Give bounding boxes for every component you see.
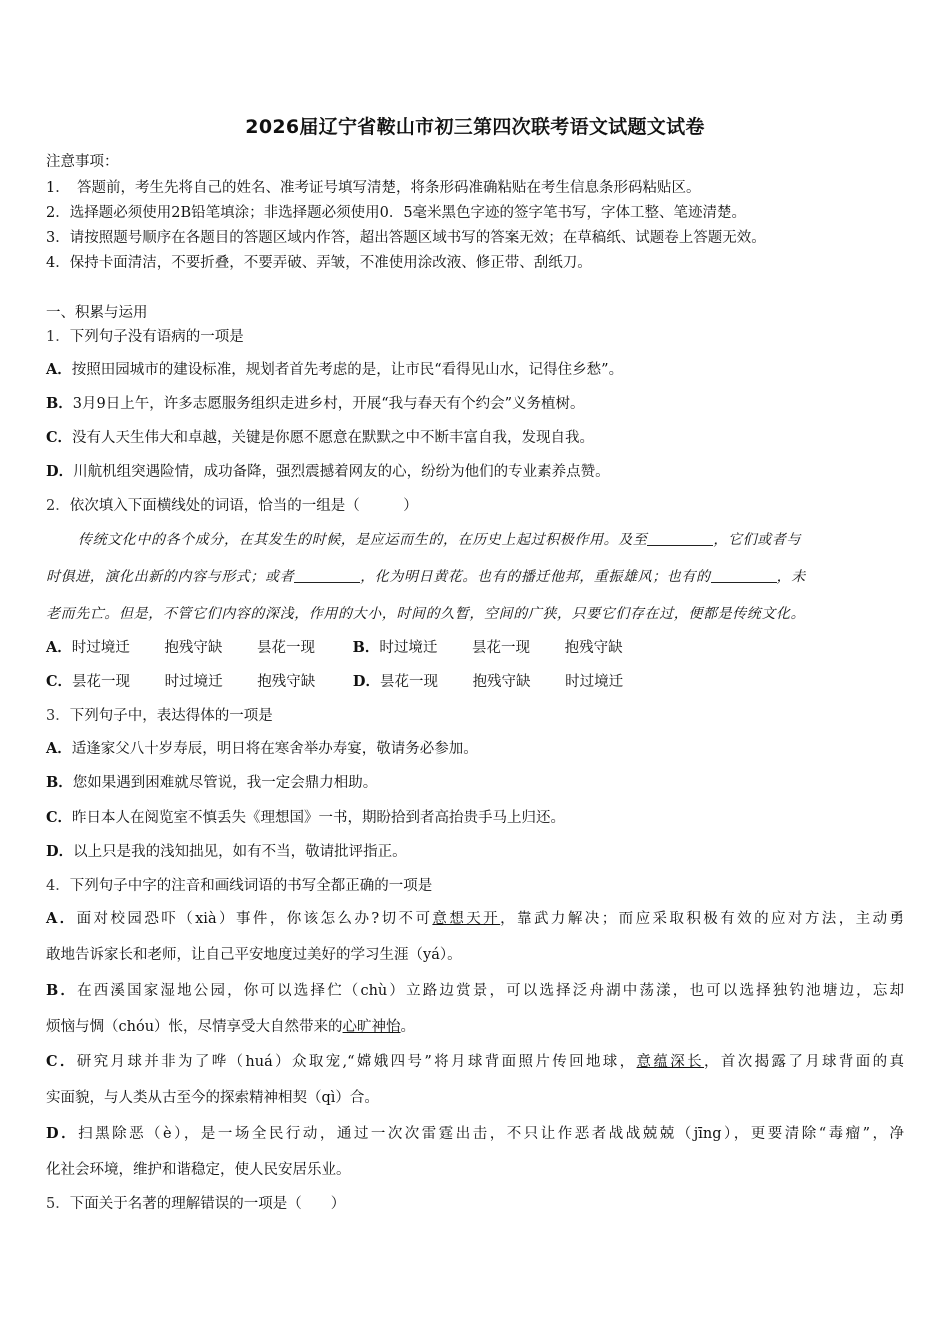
- question-text: 下列句子没有语病的一项是: [69, 329, 244, 345]
- option-label: D．: [46, 463, 74, 480]
- option-text: 在西溪国家湿地公园，你可以选择伫（chù）立路边赏景，可以选择泛舟湖中荡漾，也可以选择独钓池塘边，忘却: [77, 983, 904, 999]
- question-number: 3．: [46, 708, 70, 724]
- option-text: 以上只是我的浅知拙见，如有不当，敬请批评指正。: [73, 844, 407, 860]
- option-label: B．: [46, 395, 73, 412]
- option-label: B．: [46, 774, 73, 791]
- question-4-option-b-cont: [46, 1017, 415, 1037]
- option-text: 扫黑除恶（è），是一场全民行动，通过一次次雷霆出击，不只让作恶者战战兢兢（jīng），更要清除“毒瘤”，净: [78, 1126, 904, 1142]
- option-word: 时过境迁: [565, 674, 624, 690]
- option-word: 昙花一现: [471, 640, 530, 656]
- option-text: 3月9日上午，许多志愿服务组织走进乡村，开展“我与春天有个约会”义务植树。: [72, 396, 585, 412]
- option-word: 时过境迁: [164, 674, 223, 690]
- option-word: 昙花一现: [256, 640, 315, 656]
- option-label: C．: [46, 1053, 77, 1070]
- passage-line: [46, 567, 904, 587]
- question-5-stem: [46, 1194, 345, 1214]
- notice-item: 2．选择题必须使用2B铅笔填涂；非选择题必须使用0．5毫米黑色字迹的签字笔书写，字体工整、笔迹清楚。: [46, 205, 747, 221]
- passage-text: ，化为明日黄花。也有的播迁他邦，重振雄风；也有的: [360, 569, 711, 585]
- option-text: 川航机组突遇险情，成功备降，强烈震撼着网友的心，纷纷为他们的专业素养点赞。: [73, 464, 610, 480]
- question-text: 下列句子中，表达得体的一项是: [69, 708, 273, 724]
- question-4-option-d-cont: 化社会环境，维护和谐稳定，使人民安居乐业。: [46, 1162, 351, 1178]
- question-1-option-d: [46, 462, 610, 482]
- notice-item: 4．保持卡面清洁，不要折叠，不要弄破、弄皱，不准使用涂改液、修正带、刮纸刀。: [46, 255, 592, 271]
- underlined-word: 意蕴深长: [636, 1054, 705, 1070]
- passage-text: 时俱进，演化出新的内容与形式；或者: [46, 569, 295, 585]
- question-3-option-d: [46, 842, 407, 862]
- notice-item: 1． 答题前，考生先将自己的姓名、准考证号填写清楚，将条形码准确粘贴在考生信息条形码粘贴区。: [46, 180, 701, 196]
- question-text: 依次填入下面横线处的词语，恰当的一组是（ ）: [69, 498, 418, 514]
- option-label: B．: [46, 982, 78, 999]
- passage-text: ，它们或者与: [713, 532, 802, 548]
- option-text: 烦恼与惆（chóu）怅，尽情享受大自然带来的: [46, 1019, 343, 1035]
- option-text: ，靠武力解决；而应采取积极有效的应对方法，主动勇: [500, 911, 905, 927]
- option-word: 抱残守缺: [257, 674, 316, 690]
- question-3-option-a: [46, 739, 478, 759]
- underlined-word: 意想天开: [432, 911, 501, 927]
- question-4-option-c: [46, 1052, 904, 1072]
- option-word: 抱残守缺: [164, 640, 223, 656]
- option-word: 昙花一现: [72, 674, 131, 690]
- option-text: 面对校园恐吓（xià）事件，你该怎么办?切不可: [76, 911, 433, 927]
- option-text: 适逢家父八十岁寿辰，明日将在寒舍举办寿宴，敬请务必参加。: [71, 741, 478, 757]
- question-1-stem: [46, 327, 244, 347]
- question-text: 下列句子中字的注音和画线词语的书写全都正确的一项是: [69, 878, 433, 894]
- option-label: B．: [352, 639, 380, 656]
- question-4-option-b: [46, 981, 904, 1001]
- question-4-option-a: [46, 909, 904, 929]
- option-word: 昙花一现: [379, 674, 438, 690]
- option-label: A．: [46, 639, 72, 656]
- question-number: 2．: [46, 498, 70, 514]
- page-title: 2026届辽宁省鞍山市初三第四次联考语文试题文试卷: [245, 116, 705, 138]
- question-3-option-c: [46, 808, 565, 828]
- question-4-option-c-cont: 实面貌，与人类从古至今的探索精神相契（qì）合。: [46, 1090, 379, 1106]
- question-2-options-cd: [46, 672, 623, 692]
- question-number: 4．: [46, 878, 70, 894]
- passage-line: 老而先亡。但是，不管它们内容的深浅，作用的大小，时间的久暂，空间的广狭，只要它们存在过，便都是传统文化。: [46, 606, 806, 622]
- question-4-option-d: [46, 1124, 904, 1144]
- option-text: 按照田园城市的建设标准，规划者首先考虑的是，让市民“看得见山水，记得住乡愁”。: [71, 362, 624, 378]
- question-number: 5．: [46, 1196, 70, 1212]
- passage-text: ，未: [776, 569, 806, 585]
- question-1-option-c: [46, 428, 594, 448]
- question-1-option-a: [46, 360, 623, 380]
- option-word: 时过境迁: [71, 640, 130, 656]
- option-word: 抱残守缺: [472, 674, 531, 690]
- fill-blank: [711, 568, 777, 583]
- passage-text: 传统文化中的各个成分，在其发生的时候，是应运而生的，在历史上起过积极作用。及至: [78, 532, 648, 548]
- option-text: 没有人天生伟大和卓越，关键是你愿不愿意在默默之中不断丰富自我，发现自我。: [72, 430, 595, 446]
- option-label: A．: [46, 361, 72, 378]
- option-text: 。: [400, 1019, 416, 1035]
- question-number: 1．: [46, 329, 70, 345]
- question-3-option-b: [46, 773, 377, 793]
- question-1-option-b: [46, 394, 585, 414]
- option-label: A．: [46, 910, 77, 927]
- option-label: D．: [46, 1125, 79, 1142]
- option-label: D．: [352, 673, 380, 690]
- fill-blank: [294, 568, 360, 583]
- notice-item: 3．请按照题号顺序在各题目的答题区域内作答，超出答题区域书写的答案无效；在草稿纸、试题卷上答题无效。: [46, 230, 766, 246]
- option-label: C．: [46, 429, 73, 446]
- option-label: D．: [46, 843, 74, 860]
- question-4-stem: [46, 876, 432, 896]
- option-label: C．: [46, 673, 73, 690]
- question-2-stem: [46, 496, 418, 516]
- option-text: 您如果遇到困难就尽管说，我一定会鼎力相助。: [72, 775, 378, 791]
- section-heading: 一、积累与运用: [46, 305, 148, 321]
- question-2-options-ab: [46, 638, 623, 658]
- fill-blank: [647, 531, 713, 546]
- option-label: C．: [46, 809, 73, 826]
- notice-heading: 注意事项：: [46, 154, 119, 170]
- underlined-word: 心旷神怡: [342, 1019, 401, 1035]
- option-text: 昨日本人在阅览室不慎丢失《理想国》一书，期盼拾到者高抬贵手马上归还。: [72, 810, 566, 826]
- question-3-stem: [46, 706, 273, 726]
- option-word: 时过境迁: [379, 640, 438, 656]
- option-label: A．: [46, 740, 72, 757]
- option-text: 研究月球并非为了哗（huá）众取宠,“嫦娥四号”将月球背面照片传回地球，: [76, 1054, 637, 1070]
- option-text: ，首次揭露了月球背面的真: [704, 1054, 905, 1070]
- option-word: 抱残守缺: [564, 640, 623, 656]
- question-4-option-a-cont: 敢地告诉家长和老师，让自己平安地度过美好的学习生涯（yá）。: [46, 947, 462, 963]
- question-text: 下面关于名著的理解错误的一项是（ ）: [69, 1196, 346, 1212]
- passage-line: [46, 530, 904, 550]
